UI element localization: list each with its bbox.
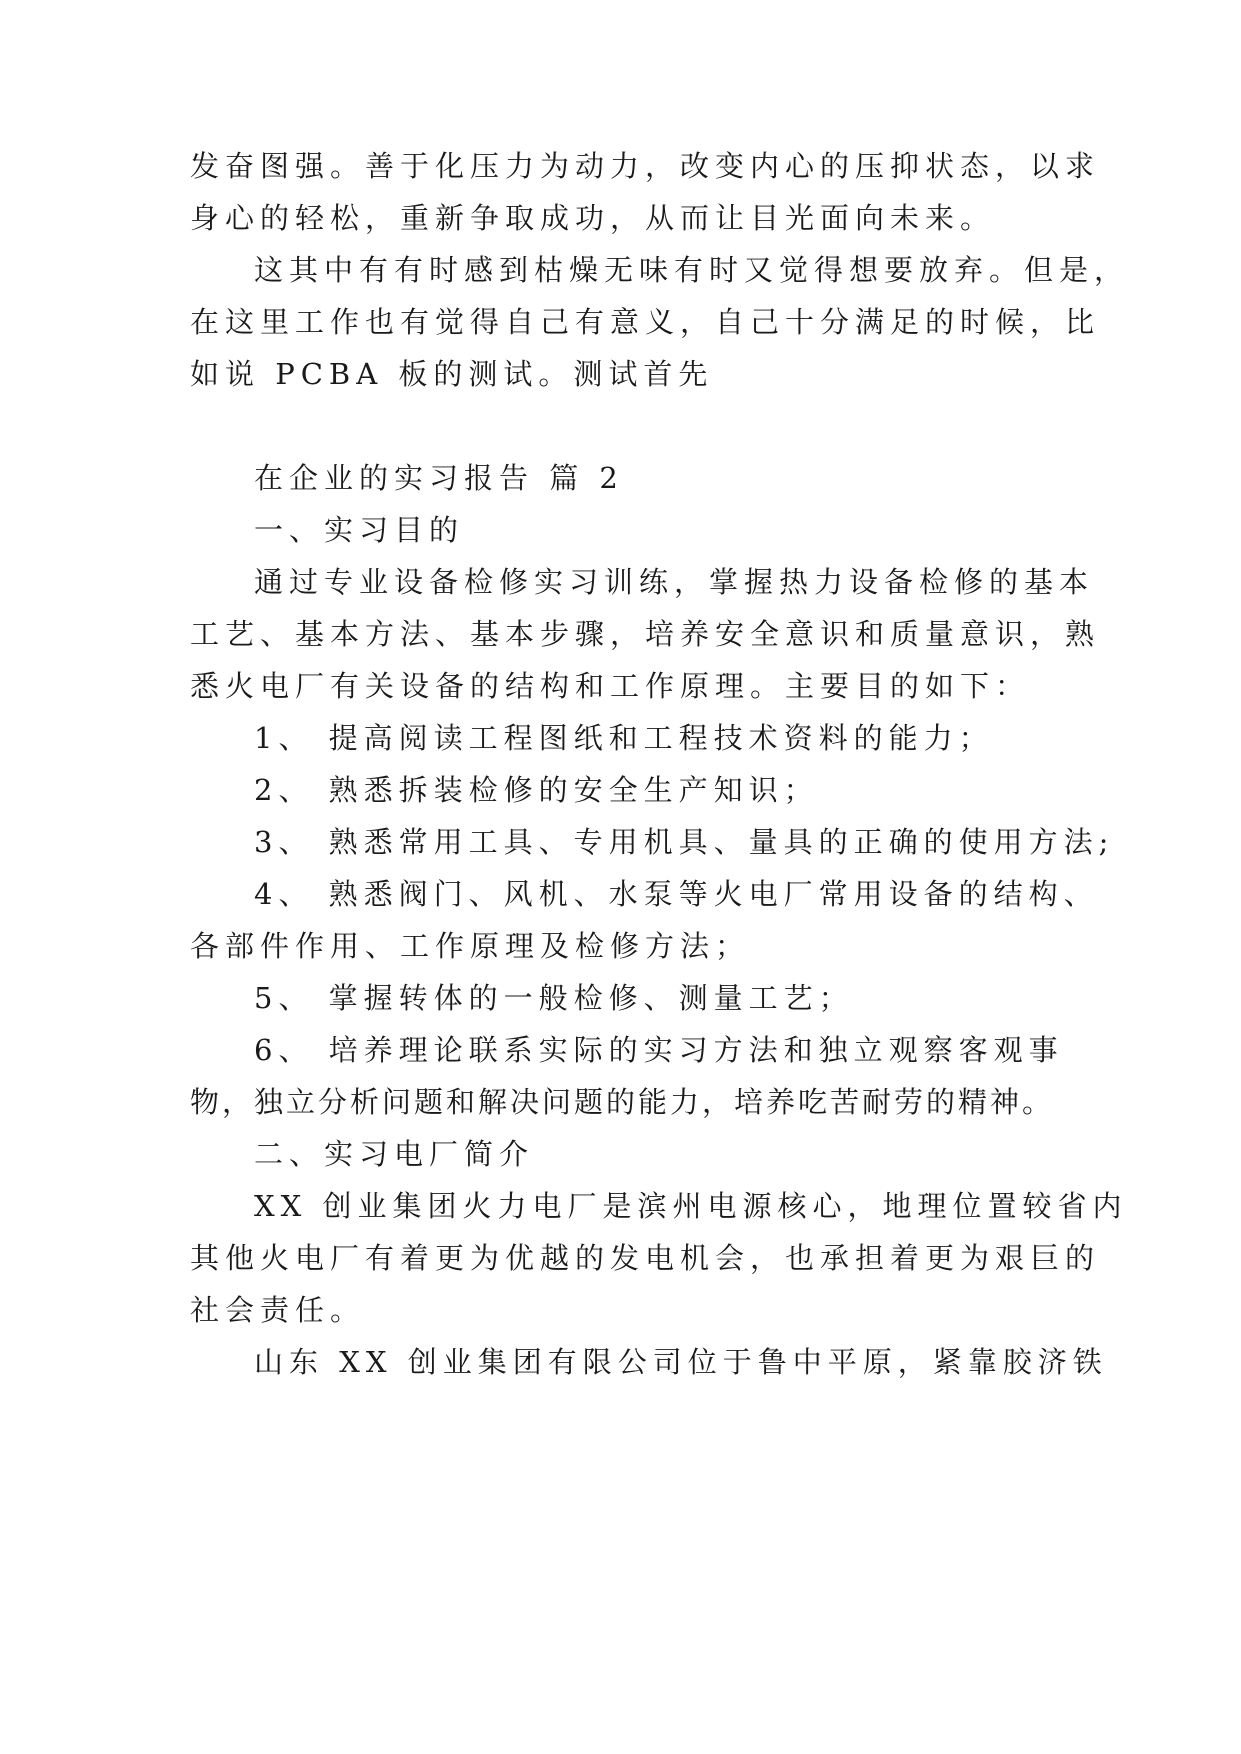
- paragraph-line: 在这里工作也有觉得自己有意义，自己十分满足的时候，比: [190, 305, 1101, 339]
- list-item: 4、 熟悉阀门、风机、水泵等火电厂常用设备的结构、: [254, 877, 1099, 911]
- list-item: 6、 培养理论联系实际的实习方法和独立观察客观事: [254, 1033, 1064, 1067]
- list-item: 2、 熟悉拆装检修的安全生产知识；: [254, 773, 819, 807]
- paragraph-line: XX 创业集团火力电厂是滨州电源核心，地理位置较省内: [254, 1189, 1128, 1223]
- paragraph-line: 其他火电厂有着更为优越的发电机会，也承担着更为艰巨的: [190, 1241, 1101, 1275]
- paragraph-line: 山东 XX 创业集团有限公司位于鲁中平原，紧靠胶济铁: [254, 1345, 1108, 1379]
- section-heading: 二、实习电厂简介: [254, 1137, 535, 1171]
- paragraph-line: 悉火电厂有关设备的结构和工作原理。主要目的如下：: [190, 669, 1031, 703]
- list-item: 1、 提高阅读工程图纸和工程技术资料的能力；: [254, 721, 994, 755]
- section-title: 在企业的实习报告 篇 2: [254, 461, 624, 495]
- paragraph-line: 这其中有有时感到枯燥无味有时又觉得想要放弃。但是，: [254, 253, 1130, 287]
- paragraph-line: 身心的轻松，重新争取成功，从而让目光面向未来。: [190, 201, 996, 235]
- list-item: 5、 掌握转体的一般检修、测量工艺；: [254, 981, 854, 1015]
- paragraph-line: 如说 PCBA 板的测试。测试首先: [190, 357, 714, 391]
- list-item: 3、 熟悉常用工具、专用机具、量具的正确的使用方法;: [254, 825, 1115, 859]
- paragraph-line: 发奋图强。善于化压力为动力，改变内心的压抑状态，以求: [190, 149, 1101, 183]
- paragraph-line: 工艺、基本方法、基本步骤，培养安全意识和质量意识，熟: [190, 617, 1101, 651]
- paragraph-line: 社会责任。: [190, 1293, 366, 1327]
- section-heading: 一、实习目的: [254, 513, 465, 547]
- list-item-continued: 各部件作用、工作原理及检修方法；: [190, 929, 751, 963]
- list-item-continued: 物，独立分析问题和解决问题的能力，培养吃苦耐劳的精神。: [190, 1085, 1055, 1119]
- paragraph-line: 通过专业设备检修实习训练，掌握热力设备检修的基本: [254, 565, 1095, 599]
